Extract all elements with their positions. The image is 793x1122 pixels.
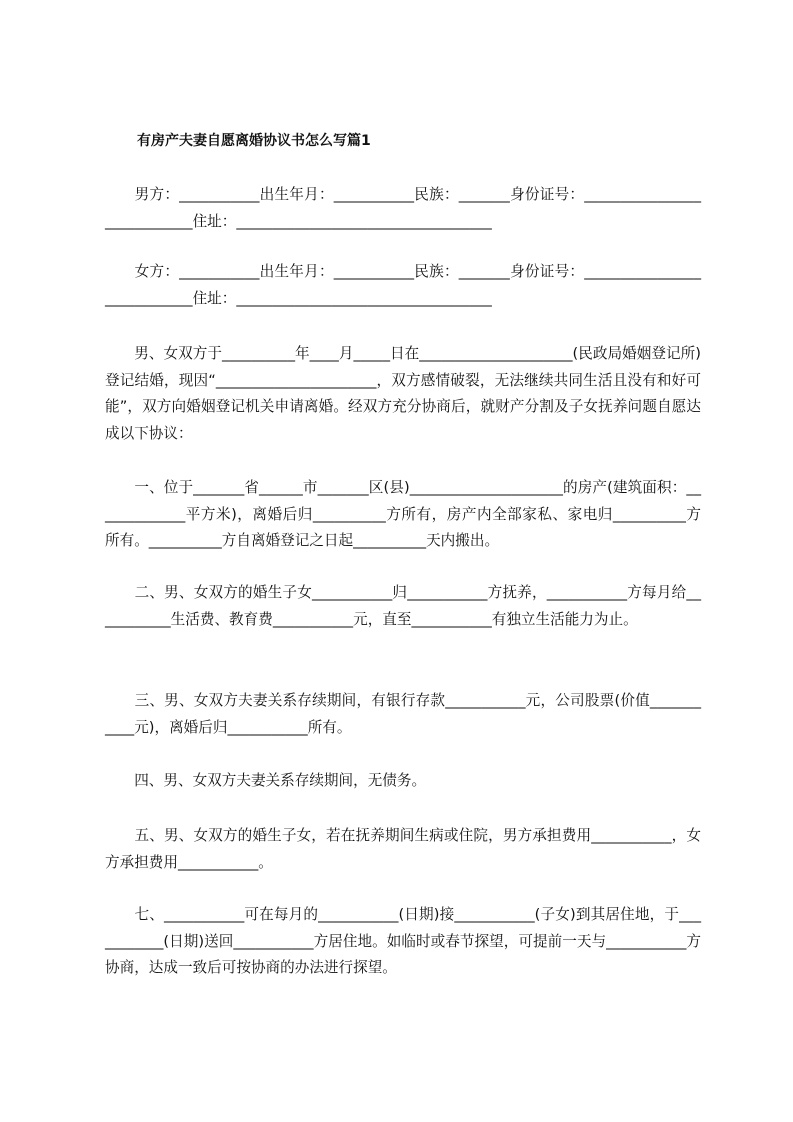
paragraph-male-info: 男方：___________出生年月：___________民族：_______身份证号：____________________________住址：___________________________________ <box>105 186 701 230</box>
clause-7-visitation: 七、___________可在每月的___________(日期)接___________(子女)到其居住地，于___________(日期)送回___________方居住地。如临时或春节探望，可提前一天与___________方协商，达成一致后可按协商的办法进行探望。 <box>105 906 701 976</box>
document-title: 有房产夫妻自愿离婚协议书怎么写篇1 <box>137 133 371 149</box>
clause-5-medical-costs: 五、男、女双方的婚生子女，若在抚养期间生病或住院，男方承担费用___________，女方承担费用___________。 <box>105 827 701 871</box>
paragraph-marriage-intro: 男、女双方于__________年____月_____日在_____________________(民政局婚姻登记所)登记结婚，现因“______________________，双方感情破裂，无法继续共同生活且没有和好可能”，双方向婚姻登记机关申请离婚。经双方充分协商后，就财产分割及子女抚养问题自愿达成以下协议： <box>105 345 701 442</box>
clause-2-child-custody: 二、男、女双方的婚生子女___________归___________方抚养，___________方每月给___________生活费、教育费___________元，直至___________有独立生活能力为止。 <box>105 584 701 628</box>
clause-4-debts: 四、男、女双方夫妻关系存续期间，无债务。 <box>105 772 427 789</box>
paragraph-female-info: 女方：___________出生年月：___________民族：_______身份证号：____________________________住址：___________________________________ <box>105 263 701 307</box>
clause-1-property: 一、位于_______省______市_______区(县)_____________________的房产(建筑面积：_____________平方米)，离婚后归__________方所有，房产内全部家私、家电归__________方所有。__________方自离婚登记之日起__________天内搬出。 <box>105 479 701 549</box>
clause-3-savings: 三、男、女双方夫妻关系存续期间，有银行存款___________元，公司股票(价值___________元)，离婚后归___________所有。 <box>105 692 701 736</box>
